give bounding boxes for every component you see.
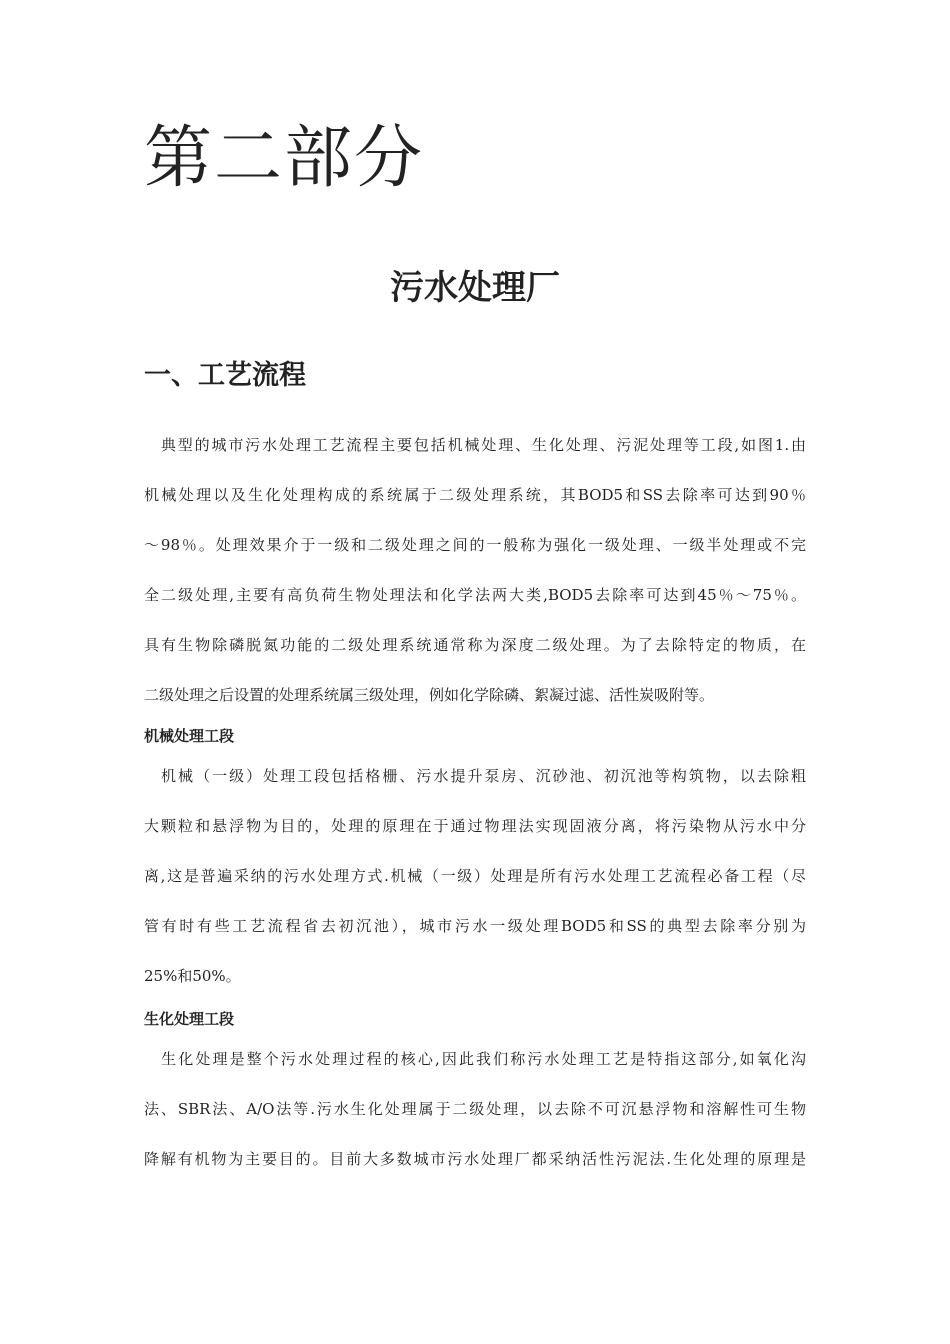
paragraph-line: 典型的城市污水处理工艺流程主要包括机械处理、生化处理、污泥处理等工段,如图1.由 [144, 436, 806, 454]
biochemical-paragraph [144, 1034, 806, 1184]
paragraph-line: 机械（一级）处理工段包括格栅、污水提升泵房、沉砂池、初沉池等构筑物，以去除粗 [144, 767, 806, 785]
paragraph-line: 大颗粒和悬浮物为目的，处理的原理在于通过物理法实现固液分离，将污染物从污水中分 [144, 817, 806, 835]
part-title: 第二部分 [144, 119, 425, 198]
paragraph-line: 生化处理是整个污水处理过程的核心,因此我们称污水处理工艺是特指这部分,如氧化沟 [144, 1050, 806, 1068]
paragraph-line: ～98％。处理效果介于一级和二级处理之间的一般称为强化一级处理、一级半处理或不完 [144, 536, 806, 554]
paragraph-line: 法、SBR法、A/O法等.污水生化处理属于二级处理，以去除不可沉悬浮物和溶解性可生物 [144, 1100, 806, 1118]
paragraph-line: 二级处理之后设置的处理系统属三级处理，例如化学除磷、絮凝过滤、活性炭吸附等。 [144, 686, 715, 704]
document-title: 污水处理厂 [390, 268, 560, 308]
mechanical-paragraph [144, 751, 806, 1001]
subheading-mechanical: 机械处理工段 [144, 727, 235, 745]
paragraph-line: 具有生物除磷脱氮功能的二级处理系统通常称为深度二级处理。为了去除特定的物质，在 [144, 636, 806, 654]
intro-paragraph [144, 420, 806, 720]
paragraph-line: 管有时有些工艺流程省去初沉池），城市污水一级处理BOD5和SS的典型去除率分别为 [144, 917, 806, 935]
paragraph-line: 降解有机物为主要目的。目前大多数城市污水处理厂都采纳活性污泥法.生化处理的原理是 [144, 1150, 806, 1168]
subheading-biochemical: 生化处理工段 [144, 1010, 235, 1028]
section-heading-process-flow: 一、工艺流程 [144, 360, 306, 391]
paragraph-line: 25%和50%。 [144, 967, 241, 985]
paragraph-line: 全二级处理,主要有高负荷生物处理法和化学法两大类,BOD5去除率可达到45％～75％。 [144, 586, 806, 604]
paragraph-line: 离,这是普遍采纳的污水处理方式.机械（一级）处理是所有污水处理工艺流程必备工程（尽 [144, 867, 806, 885]
paragraph-line: 机械处理以及生化处理构成的系统属于二级处理系统，其BOD5和SS去除率可达到90％ [144, 486, 806, 504]
